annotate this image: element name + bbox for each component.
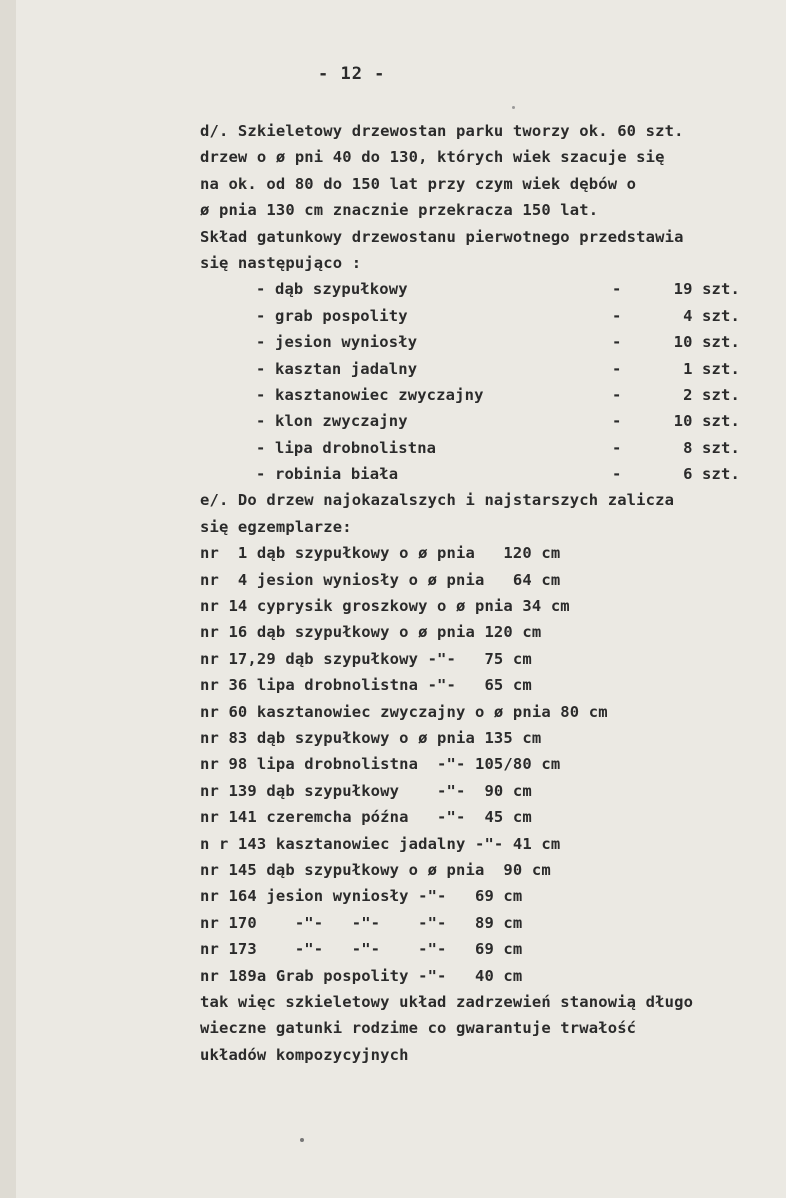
paragraph-line: na ok. od 80 do 150 lat przy czym wiek dębów o bbox=[200, 174, 637, 193]
species-dash: - bbox=[612, 280, 622, 299]
species-name: - kasztan jadalny bbox=[256, 359, 418, 378]
paper-speck bbox=[300, 1138, 304, 1142]
tree-entry: nr 141 czeremcha późna -"- 45 cm bbox=[200, 808, 532, 827]
tree-entry: nr 145 dąb szypułkowy o ø pnia 90 cm bbox=[200, 860, 551, 879]
species-name: - kasztanowiec zwyczajny bbox=[256, 385, 484, 404]
species-row bbox=[200, 408, 770, 434]
tree-entry: nr 139 dąb szypułkowy -"- 90 cm bbox=[200, 781, 532, 800]
tree-entry: nr 16 dąb szypułkowy o ø pnia 120 cm bbox=[200, 623, 542, 642]
species-row bbox=[200, 461, 770, 487]
species-count: 6 szt. bbox=[683, 465, 740, 484]
species-name: - grab pospolity bbox=[256, 306, 408, 325]
paragraph-line: się egzemplarze: bbox=[200, 517, 352, 536]
species-row bbox=[200, 356, 770, 382]
species-name: - dąb szypułkowy bbox=[256, 280, 408, 299]
tree-entry: nr 189a Grab pospolity -"- 40 cm bbox=[200, 966, 523, 985]
species-count: 8 szt. bbox=[683, 438, 740, 457]
species-name: - klon zwyczajny bbox=[256, 412, 408, 431]
species-dash: - bbox=[612, 465, 622, 484]
species-name: - lipa drobnolistna bbox=[256, 438, 437, 457]
tree-entry: nr 164 jesion wyniosły -"- 69 cm bbox=[200, 887, 523, 906]
paragraph-line: ø pnia 130 cm znacznie przekracza 150 lat. bbox=[200, 201, 599, 220]
species-count: 2 szt. bbox=[683, 385, 740, 404]
tree-entry: nr 36 lipa drobnolistna -"- 65 cm bbox=[200, 676, 532, 695]
tree-entry: nr 173 -"- -"- -"- 69 cm bbox=[200, 940, 523, 959]
paragraph-line: d/. Szkieletowy drzewostan parku tworzy ok. 60 szt. bbox=[200, 122, 684, 140]
paragraph-line: tak więc szkieletowy układ zadrzewień stanowią długo bbox=[200, 992, 694, 1011]
species-dash: - bbox=[612, 438, 622, 457]
tree-entry: nr 83 dąb szypułkowy o ø pnia 135 cm bbox=[200, 728, 542, 747]
tree-entry: nr 4 jesion wyniosły o ø pnia 64 cm bbox=[200, 570, 561, 589]
paragraph-d bbox=[200, 118, 770, 276]
species-count: 10 szt. bbox=[673, 333, 740, 352]
tree-entry: nr 170 -"- -"- -"- 89 cm bbox=[200, 913, 523, 932]
species-dash: - bbox=[612, 412, 622, 431]
species-name: - jesion wyniosły bbox=[256, 333, 418, 352]
tree-entry: nr 60 kasztanowiec zwyczajny o ø pnia 80 cm bbox=[200, 702, 608, 721]
tree-entry: nr 98 lipa drobnolistna -"- 105/80 cm bbox=[200, 755, 561, 774]
species-dash: - bbox=[612, 306, 622, 325]
species-count: 1 szt. bbox=[683, 359, 740, 378]
page-number: - 12 - bbox=[318, 64, 386, 84]
closing-paragraph bbox=[200, 989, 770, 1068]
tree-entry: nr 17,29 dąb szypułkowy -"- 75 cm bbox=[200, 649, 532, 668]
species-row bbox=[200, 276, 770, 302]
species-count: 4 szt. bbox=[683, 306, 740, 325]
species-count: 10 szt. bbox=[673, 412, 740, 431]
species-dash: - bbox=[612, 385, 622, 404]
tree-entry: n r 143 kasztanowiec jadalny -"- 41 cm bbox=[200, 834, 561, 853]
paper-speck bbox=[512, 106, 515, 109]
species-list bbox=[200, 276, 770, 487]
species-row bbox=[200, 303, 770, 329]
species-row bbox=[200, 382, 770, 408]
paragraph-line: e/. Do drzew najokazalszych i najstarszych zalicza bbox=[200, 491, 675, 510]
paragraph-e bbox=[200, 487, 770, 540]
paragraph-line: Skład gatunkowy drzewostanu pierwotnego przedstawia bbox=[200, 227, 684, 246]
paragraph-line: układów kompozycyjnych bbox=[200, 1045, 409, 1064]
species-name: - robinia biała bbox=[256, 465, 399, 484]
document-body bbox=[200, 118, 770, 1068]
species-dash: - bbox=[612, 359, 622, 378]
species-row bbox=[200, 329, 770, 355]
species-row bbox=[200, 435, 770, 461]
paragraph-line: drzew o ø pni 40 do 130, których wiek szacuje się bbox=[200, 148, 665, 167]
species-count: 19 szt. bbox=[673, 280, 740, 299]
binding-edge bbox=[0, 0, 16, 1198]
tree-entry: nr 1 dąb szypułkowy o ø pnia 120 cm bbox=[200, 544, 561, 563]
species-dash: - bbox=[612, 333, 622, 352]
tree-entry: nr 14 cyprysik groszkowy o ø pnia 34 cm bbox=[200, 597, 570, 616]
notable-trees-list bbox=[200, 540, 770, 989]
paragraph-line: się następująco : bbox=[200, 253, 362, 272]
paragraph-line: wieczne gatunki rodzime co gwarantuje trwałość bbox=[200, 1019, 637, 1038]
